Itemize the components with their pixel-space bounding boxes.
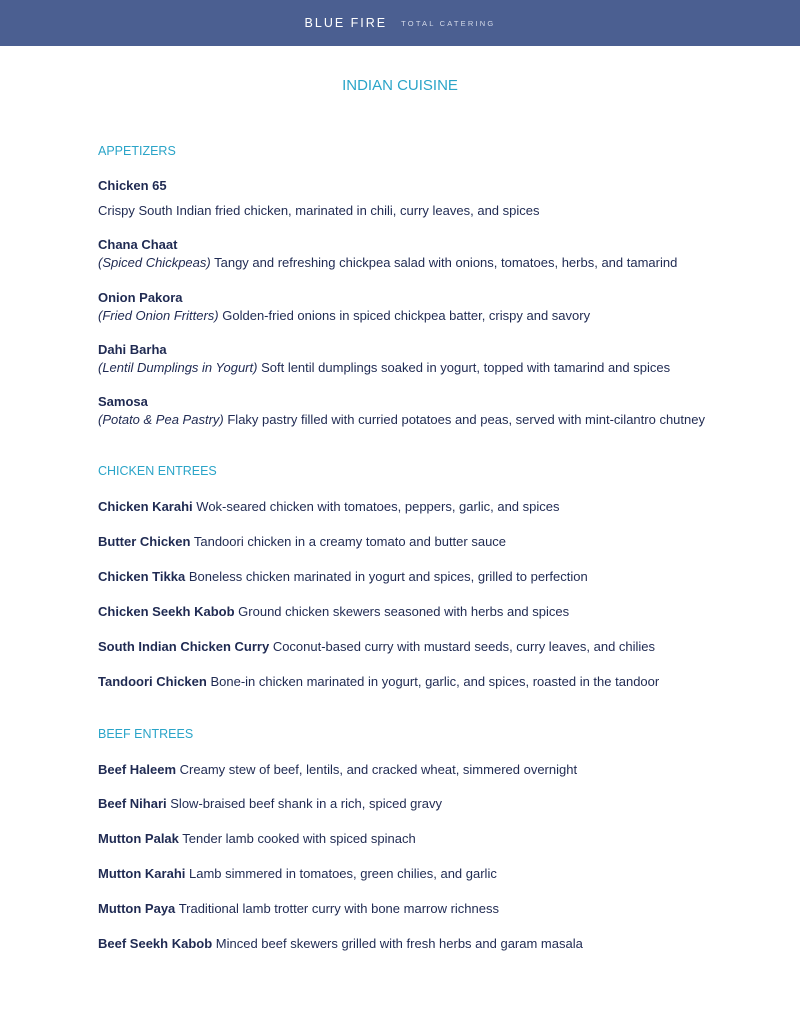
item-description: Tender lamb cooked with spiced spinach (182, 831, 416, 846)
item-name: Beef Seekh Kabob (98, 936, 213, 951)
appetizer-name: Samosa (98, 394, 148, 409)
appetizer-detail (98, 360, 670, 375)
beef-item (98, 762, 577, 777)
chicken-item (98, 569, 588, 584)
item-name: Butter Chicken (98, 534, 191, 549)
appetizer-detail (98, 308, 590, 323)
appetizer-detail (98, 255, 677, 270)
chicken-item (98, 674, 659, 689)
chicken-item (98, 604, 569, 619)
appetizer-name: Chana Chaat (98, 237, 178, 252)
item-description: Minced beef skewers grilled with fresh herbs and garam masala (215, 936, 583, 951)
appetizer-name: Onion Pakora (98, 290, 183, 305)
header-bar (0, 0, 800, 46)
item-name: Mutton Palak (98, 831, 179, 846)
appetizer-subtitle: (Lentil Dumplings in Yogurt) (98, 360, 258, 375)
chicken-item (98, 534, 506, 549)
appetizer-description: Soft lentil dumplings soaked in yogurt, topped with tamarind and spices (261, 360, 671, 375)
section-heading-beef: BEEF ENTREES (98, 727, 194, 741)
appetizer-name: Chicken 65 (98, 178, 167, 193)
item-name: Mutton Karahi (98, 866, 186, 881)
item-description: Slow-braised beef shank in a rich, spiced gravy (170, 796, 442, 811)
item-name: Tandoori Chicken (98, 674, 207, 689)
item-description: Bone-in chicken marinated in yogurt, garlic, and spices, roasted in the tandoor (210, 674, 660, 689)
item-description: Tandoori chicken in a creamy tomato and butter sauce (193, 534, 507, 549)
appetizer-description: Tangy and refreshing chickpea salad with onions, tomatoes, herbs, and tamarind (214, 255, 678, 270)
page-title: INDIAN CUISINE (342, 77, 458, 94)
appetizer-subtitle: (Spiced Chickpeas) (98, 255, 211, 270)
beef-item (98, 866, 497, 881)
item-name: Mutton Paya (98, 901, 176, 916)
appetizer-description: Crispy South Indian fried chicken, marinated in chili, curry leaves, and spices (98, 203, 540, 218)
section-heading-appetizers: APPETIZERS (98, 144, 176, 158)
appetizer-subtitle: (Potato & Pea Pastry) (98, 412, 224, 427)
item-name: Beef Nihari (98, 796, 167, 811)
brand-tagline: TOTAL CATERING (401, 18, 496, 28)
brand-name: BLUE FIRE (304, 16, 388, 30)
beef-item (98, 796, 442, 811)
beef-item (98, 901, 499, 916)
appetizer-name: Dahi Barha (98, 342, 167, 357)
beef-item (98, 831, 416, 846)
chicken-item (98, 499, 560, 514)
item-description: Creamy stew of beef, lentils, and cracked wheat, simmered overnight (179, 762, 578, 777)
item-name: Chicken Tikka (98, 569, 186, 584)
beef-item (98, 936, 583, 951)
item-name: Beef Haleem (98, 762, 177, 777)
item-name: Chicken Seekh Kabob (98, 604, 235, 619)
appetizer-subtitle: (Fried Onion Fritters) (98, 308, 219, 323)
item-description: Ground chicken skewers seasoned with herbs and spices (238, 604, 570, 619)
appetizer-detail (98, 412, 705, 427)
item-description: Wok-seared chicken with tomatoes, peppers, garlic, and spices (196, 499, 560, 514)
appetizer-description: Golden-fried onions in spiced chickpea batter, crispy and savory (222, 308, 591, 323)
item-description: Lamb simmered in tomatoes, green chilies, and garlic (189, 866, 497, 881)
item-name: South Indian Chicken Curry (98, 639, 270, 654)
item-name: Chicken Karahi (98, 499, 193, 514)
appetizer-description: Flaky pastry filled with curried potatoes and peas, served with mint-cilantro chutney (227, 412, 705, 427)
chicken-item (98, 639, 655, 654)
section-heading-chicken: CHICKEN ENTREES (98, 464, 217, 478)
item-description: Traditional lamb trotter curry with bone marrow richness (178, 901, 499, 916)
item-description: Coconut-based curry with mustard seeds, curry leaves, and chilies (272, 639, 656, 654)
item-description: Boneless chicken marinated in yogurt and spices, grilled to perfection (188, 569, 588, 584)
